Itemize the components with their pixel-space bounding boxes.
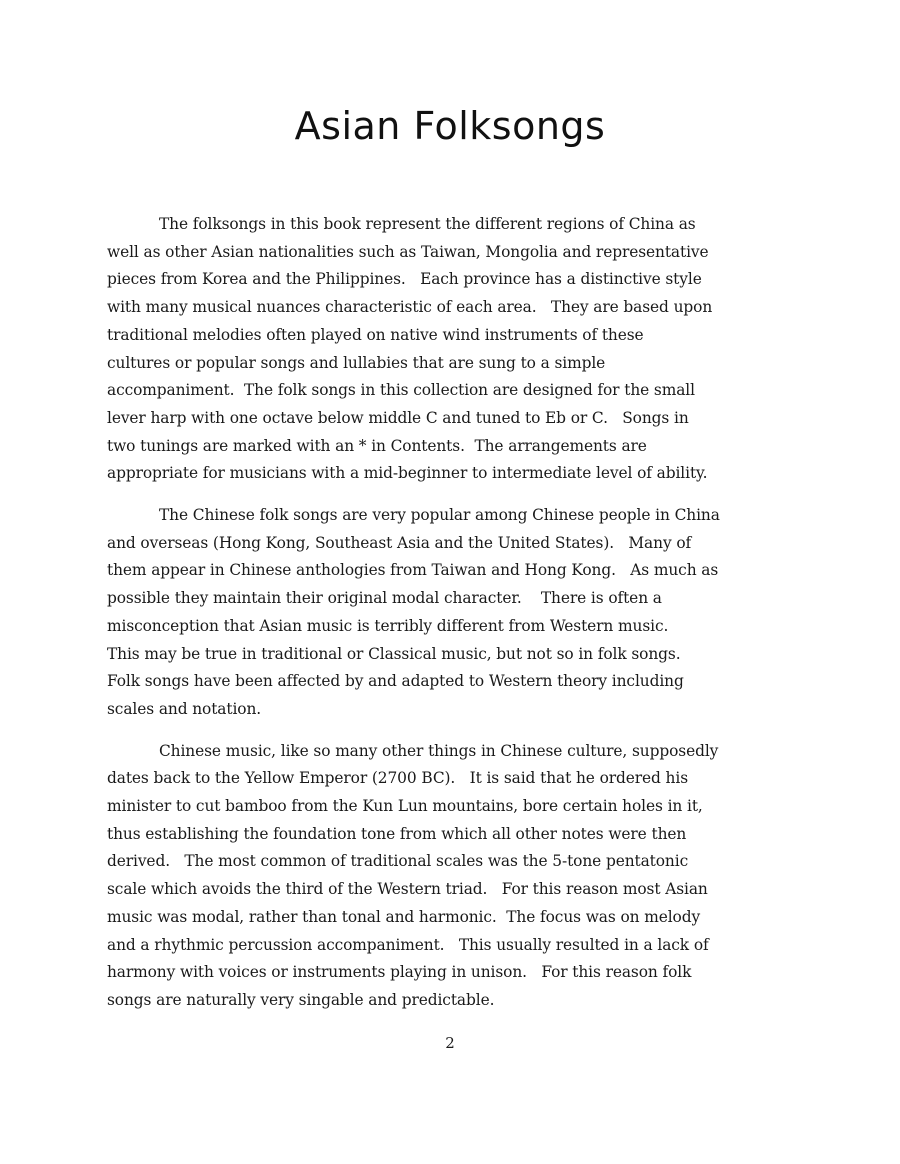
text-line: derived. The most common of traditional scales was the 5-tone pentatonic bbox=[107, 852, 689, 871]
text-line: possible they maintain their original modal character. There is often a bbox=[107, 589, 662, 608]
text-line: lever harp with one octave below middle C and tuned to Eb or C. Songs in bbox=[107, 408, 689, 427]
text-line: scale which avoids the third of the Western triad. For this reason most Asian bbox=[107, 880, 708, 899]
page-number: 2 bbox=[445, 1034, 455, 1052]
paragraph-3 bbox=[107, 738, 797, 1015]
text-line: them appear in Chinese anthologies from Taiwan and Hong Kong. As much as bbox=[107, 561, 719, 580]
text-line: traditional melodies often played on native wind instruments of these bbox=[107, 325, 644, 344]
text-line: minister to cut bamboo from the Kun Lun mountains, bore certain holes in it, bbox=[107, 797, 703, 816]
text-line: dates back to the Yellow Emperor (2700 BC). It is said that he ordered his bbox=[107, 769, 688, 788]
text-line: with many musical nuances characteristic of each area. They are based upon bbox=[107, 298, 713, 317]
text-line: Chinese music, like so many other things in Chinese culture, supposedly bbox=[159, 741, 719, 760]
text-line: harmony with voices or instruments playing in unison. For this reason folk bbox=[107, 963, 692, 982]
paragraph-1 bbox=[107, 211, 797, 488]
text-line: misconception that Asian music is terribly different from Western music. bbox=[107, 616, 669, 635]
text-line: music was modal, rather than tonal and harmonic. The focus was on melody bbox=[107, 907, 701, 926]
text-line: cultures or popular songs and lullabies that are sung to a simple bbox=[107, 353, 606, 372]
text-line: This may be true in traditional or Classical music, but not so in folk songs. bbox=[107, 644, 681, 663]
text-line: Folk songs have been affected by and adapted to Western theory including bbox=[107, 672, 684, 691]
text-line: scales and notation. bbox=[107, 699, 262, 718]
paragraph-2 bbox=[107, 502, 797, 724]
body-text bbox=[107, 211, 797, 1029]
page-title: Asian Folksongs bbox=[294, 104, 606, 148]
text-line: The Chinese folk songs are very popular among Chinese people in China bbox=[159, 506, 720, 525]
text-line: and overseas (Hong Kong, Southeast Asia and the United States). Many of bbox=[107, 533, 692, 552]
text-line: The folksongs in this book represent the different regions of China as bbox=[159, 215, 696, 233]
text-line: and a rhythmic percussion accompaniment. This usually resulted in a lack of bbox=[107, 935, 709, 954]
text-line: thus establishing the foundation tone from which all other notes were then bbox=[107, 824, 687, 843]
text-line: songs are naturally very singable and predictable. bbox=[107, 990, 495, 1009]
text-line: accompaniment. The folk songs in this collection are designed for the small bbox=[107, 381, 695, 400]
text-line: pieces from Korea and the Philippines. Each province has a distinctive style bbox=[107, 270, 702, 289]
text-line: well as other Asian nationalities such as Taiwan, Mongolia and representative bbox=[107, 242, 709, 261]
text-line: two tunings are marked with an * in Contents. The arrangements are bbox=[107, 436, 647, 455]
text-line: appropriate for musicians with a mid-beginner to intermediate level of ability. bbox=[107, 464, 708, 483]
